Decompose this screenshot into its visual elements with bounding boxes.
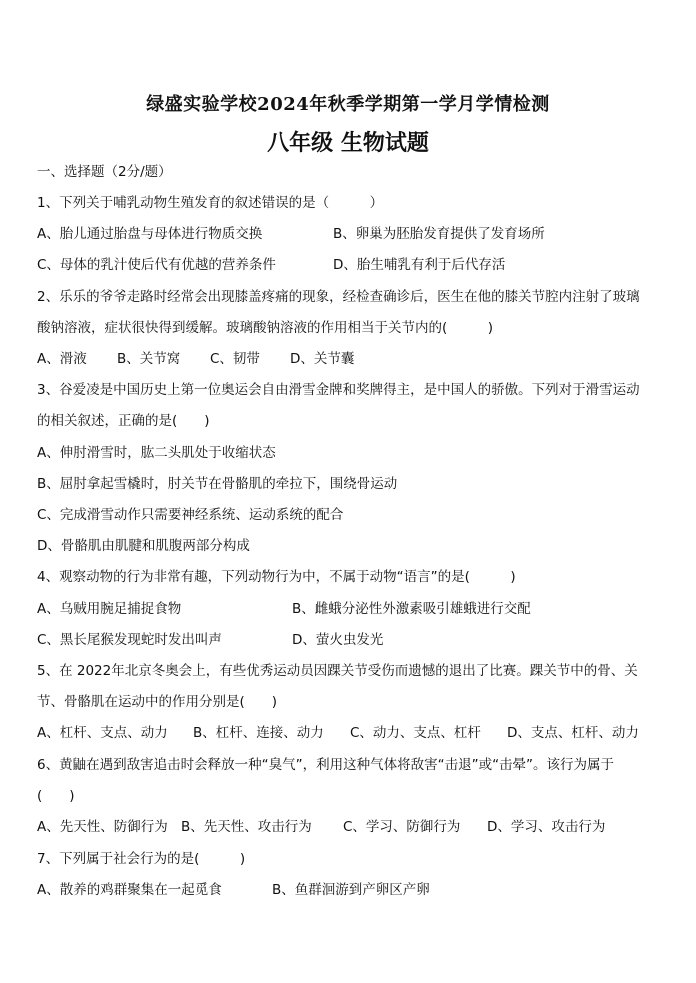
question-2-option-b: B、关节窝 bbox=[117, 351, 181, 367]
question-3-option-c: C、完成滑雪动作只需要神经系统、运动系统的配合 bbox=[37, 507, 344, 523]
question-7-option-b: B、鱼群洄游到产卵区产卵 bbox=[272, 882, 430, 898]
question-1-option-d: D、胎生哺乳有利于后代存活 bbox=[333, 257, 506, 273]
question-5-option-d: D、支点、杠杆、动力 bbox=[507, 725, 639, 741]
question-5-stem-line-2: 节、骨骼肌在运动中的作用分别是( ) bbox=[37, 694, 278, 710]
question-4-option-c: C、黑长尾猴发现蛇时发出叫声 bbox=[37, 632, 222, 648]
question-7-stem: 7、下列属于社会行为的是( ) bbox=[37, 851, 246, 867]
question-3-option-d: D、骨骼肌由肌腱和肌腹两部分构成 bbox=[37, 538, 250, 554]
question-6-stem-line-1: 6、黄鼬在遇到敌害追击时会释放一种“臭气”，利用这种气体将敌害“击退”或“击晕”。该行为属于 bbox=[37, 757, 615, 773]
question-3-option-b: B、屈肘拿起雪橇时，肘关节在骨骼肌的牵拉下，围绕骨运动 bbox=[37, 476, 398, 492]
subject-title: 八年级 生物试题 bbox=[267, 131, 429, 156]
question-2-stem-line-1: 2、乐乐的爷爷走路时经常会出现膝盖疼痛的现象，经检查确诊后，医生在他的膝关节腔内注射了玻璃 bbox=[37, 289, 640, 305]
question-4-option-d: D、萤火虫发光 bbox=[292, 632, 384, 648]
question-6-option-b: B、先天性、攻击行为 bbox=[181, 819, 312, 835]
question-2-option-d: D、关节囊 bbox=[290, 351, 355, 367]
school-title: 绿盛实验学校2024年秋季学期第一学月学情检测 bbox=[146, 94, 550, 115]
question-5-stem-line-1: 5、在 2022年北京冬奥会上，有些优秀运动员因踝关节受伤而遗憾的退出了比赛。踝关节中的骨、关 bbox=[37, 663, 638, 679]
question-3-stem-line-2: 的相关叙述，正确的是( ) bbox=[37, 413, 210, 429]
question-7-option-a: A、散养的鸡群聚集在一起觅食 bbox=[37, 882, 222, 898]
question-4-option-a: A、乌贼用腕足捕捉食物 bbox=[37, 601, 182, 617]
question-5-option-a: A、杠杆、支点、动力 bbox=[37, 725, 168, 741]
question-6-option-d: D、学习、攻击行为 bbox=[487, 819, 606, 835]
question-3-option-a: A、伸肘滑雪时，肱二头肌处于收缩状态 bbox=[37, 445, 276, 461]
question-6-option-a: A、先天性、防御行为 bbox=[37, 819, 168, 835]
question-2-option-a: A、滑液 bbox=[37, 351, 87, 367]
question-2-stem-line-2: 酸钠溶液，症状很快得到缓解。玻璃酸钠溶液的作用相当于关节内的( ) bbox=[37, 320, 494, 336]
question-1-option-b: B、卵巢为胚胎发育提供了发育场所 bbox=[333, 226, 545, 242]
question-4-option-b: B、雌蛾分泌性外激素吸引雄蛾进行交配 bbox=[292, 601, 531, 617]
question-4-stem: 4、观察动物的行为非常有趣，下列动物行为中，不属于动物“语言”的是( ) bbox=[37, 569, 516, 585]
question-5-option-c: C、动力、支点、杠杆 bbox=[350, 725, 481, 741]
question-6-option-c: C、学习、防御行为 bbox=[343, 819, 461, 835]
question-5-option-b: B、杠杆、连接、动力 bbox=[193, 725, 324, 741]
question-2-option-c: C、韧带 bbox=[210, 351, 260, 367]
question-6-stem-line-2: ( ) bbox=[37, 788, 75, 804]
question-1-stem: 1、下列关于哺乳动物生殖发育的叙述错误的是（ ） bbox=[37, 195, 384, 211]
question-1-option-a: A、胎儿通过胎盘与母体进行物质交换 bbox=[37, 226, 263, 242]
question-1-option-c: C、母体的乳汁使后代有优越的营养条件 bbox=[37, 257, 276, 273]
section-heading: 一、选择题（2分/题） bbox=[37, 164, 172, 180]
question-3-stem-line-1: 3、谷爱凌是中国历史上第一位奥运会自由滑雪金牌和奖牌得主，是中国人的骄傲。下列对于滑雪运动 bbox=[37, 382, 640, 398]
